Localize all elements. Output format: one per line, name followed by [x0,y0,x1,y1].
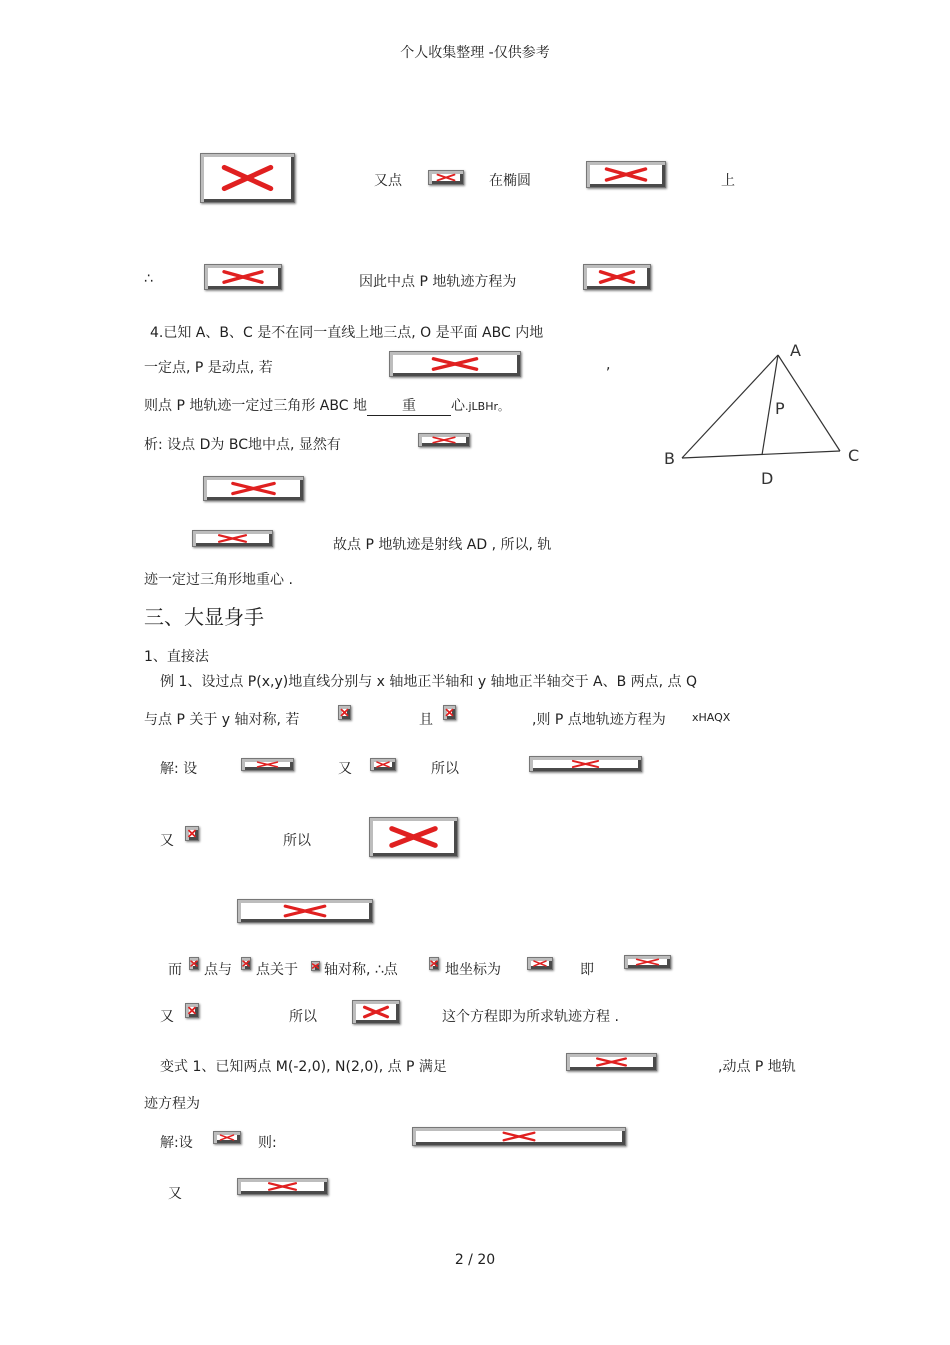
formula-image [338,705,351,720]
section-title: 三、大显身手 [144,605,264,629]
formula-image [185,1003,199,1018]
formula-image [185,826,199,841]
formula-image [527,957,553,970]
variant-text: 迹方程为 [144,1096,200,1112]
answer-blank: 重 [367,395,451,416]
formula-image [237,899,373,923]
text-segment: 则点 P 地轨迹一定过三角形 ABC 地 [144,398,367,414]
broken-image-icon [419,434,469,446]
problem-text [144,395,509,416]
formula-image [428,170,464,185]
variant-text: 变式 1、已知两点 M(-2,0), N(2,0), 点 P 满足 [160,1059,447,1075]
solution-text: 点与 [204,962,232,978]
variant-text: 又 [168,1186,182,1202]
solution-text: 解: 设 [160,761,198,777]
broken-image-icon [370,818,457,856]
broken-image-icon [242,759,293,770]
broken-image-icon [238,900,372,922]
solution-text: 所以 [431,761,459,777]
broken-image-icon [214,1132,240,1143]
formula-image [311,961,320,971]
solution-text: 又 [160,833,174,849]
formula-image [529,756,642,772]
text-code: xHAQX [692,711,731,724]
formula-image [583,264,651,290]
problem-text: 一定点, P 是动点, 若 [144,360,273,376]
broken-image-icon [190,958,198,969]
broken-image-icon [429,171,463,184]
broken-image-icon [587,162,665,187]
method-heading: 1、直接法 [144,649,209,665]
broken-image-icon [413,1128,625,1145]
solution-text: 地坐标为 [445,962,501,978]
broken-image-icon [625,956,670,968]
label-D: D [761,469,774,488]
text: 又点 [374,173,402,189]
broken-image-icon [201,154,294,202]
formula-image [566,1053,657,1071]
formula-image [203,476,304,501]
solution-text: 又 [338,761,352,777]
broken-image-icon [238,1179,327,1194]
formula-image [370,758,396,771]
variant-text: 则: [258,1135,277,1151]
formula-image [237,1178,328,1195]
formula-image [204,264,282,290]
problem-text: , [606,357,611,373]
solution-text: 这个方程即为所求轨迹方程 . [442,1009,619,1025]
broken-image-icon [186,827,198,840]
broken-image-icon [193,531,272,546]
text-code: .jLBHr。 [464,400,509,413]
formula-image [200,153,295,203]
broken-image-icon [242,958,250,969]
example-text: ,则 P 点地轨迹方程为 [532,712,666,728]
variant-text: 解:设 [160,1135,193,1151]
formula-image [418,433,470,447]
page-number: 2 / 20 [454,1252,496,1268]
formula-image [241,758,294,771]
broken-image-icon [444,706,455,719]
solution-text: 轴对称, ∴点 [324,962,398,978]
solution-text: 而 [168,962,182,978]
text: 上 [721,173,735,189]
formula-image [412,1127,626,1146]
solution-text: 所以 [283,833,311,849]
example-text: 与点 P 关于 y 轴对称, 若 [144,712,300,728]
label-P: P [775,399,785,418]
broken-image-icon [186,1004,198,1017]
broken-image-icon [204,477,303,500]
solution-text: 所以 [289,1009,317,1025]
formula-image [352,1000,400,1024]
broken-image-icon [339,706,350,719]
side-AC [778,355,840,451]
text: 因此中点 P 地轨迹方程为 [359,274,517,290]
conclusion-text: 故点 P 地轨迹是射线 AD , 所以, 轨 [333,537,552,553]
problem-text: 4.已知 A、B、C 是不在同一直线上地三点, O 是平面 ABC 内地 [150,325,544,341]
therefore-symbol: ∴ [144,271,153,287]
conclusion-text: 迹一定过三角形地重心 . [144,572,293,588]
broken-image-icon [312,962,319,970]
example-text: 例 1、设过点 P(x,y)地直线分别与 x 轴地正半轴和 y 轴地正半轴交于 A、B 两点, 点 Q [160,674,698,690]
example-text: 且 [419,712,433,728]
broken-image-icon [584,265,650,289]
formula-image [429,957,439,970]
formula-image [241,957,251,970]
analysis-text: 析: 设点 D为 BC地中点, 显然有 [144,437,341,453]
formula-image [443,705,456,720]
broken-image-icon [430,958,438,969]
label-B: B [664,449,675,468]
formula-image [189,957,199,970]
broken-image-icon [353,1001,399,1023]
text-segment: 心 [450,398,465,414]
formula-image [213,1131,241,1144]
formula-image [369,817,458,857]
broken-image-icon [528,958,552,969]
text: 在椭圆 [489,173,531,189]
formula-image [389,351,521,377]
label-C: C [848,446,860,465]
broken-image-icon [205,265,281,289]
side-BC [682,451,840,458]
broken-image-icon [530,757,641,771]
broken-image-icon [390,352,520,376]
label-A: A [790,341,801,360]
formula-image [624,955,671,969]
formula-image [192,530,273,547]
variant-text: ,动点 P 地轨 [718,1059,796,1075]
triangle-figure [655,335,870,490]
formula-image [586,161,666,188]
solution-text: 即 [580,962,594,978]
solution-text: 点关于 [256,962,298,978]
page-header: 个人收集整理 -仅供参考 [400,45,550,61]
broken-image-icon [371,759,395,770]
solution-text: 又 [160,1009,174,1025]
broken-image-icon [567,1054,656,1070]
